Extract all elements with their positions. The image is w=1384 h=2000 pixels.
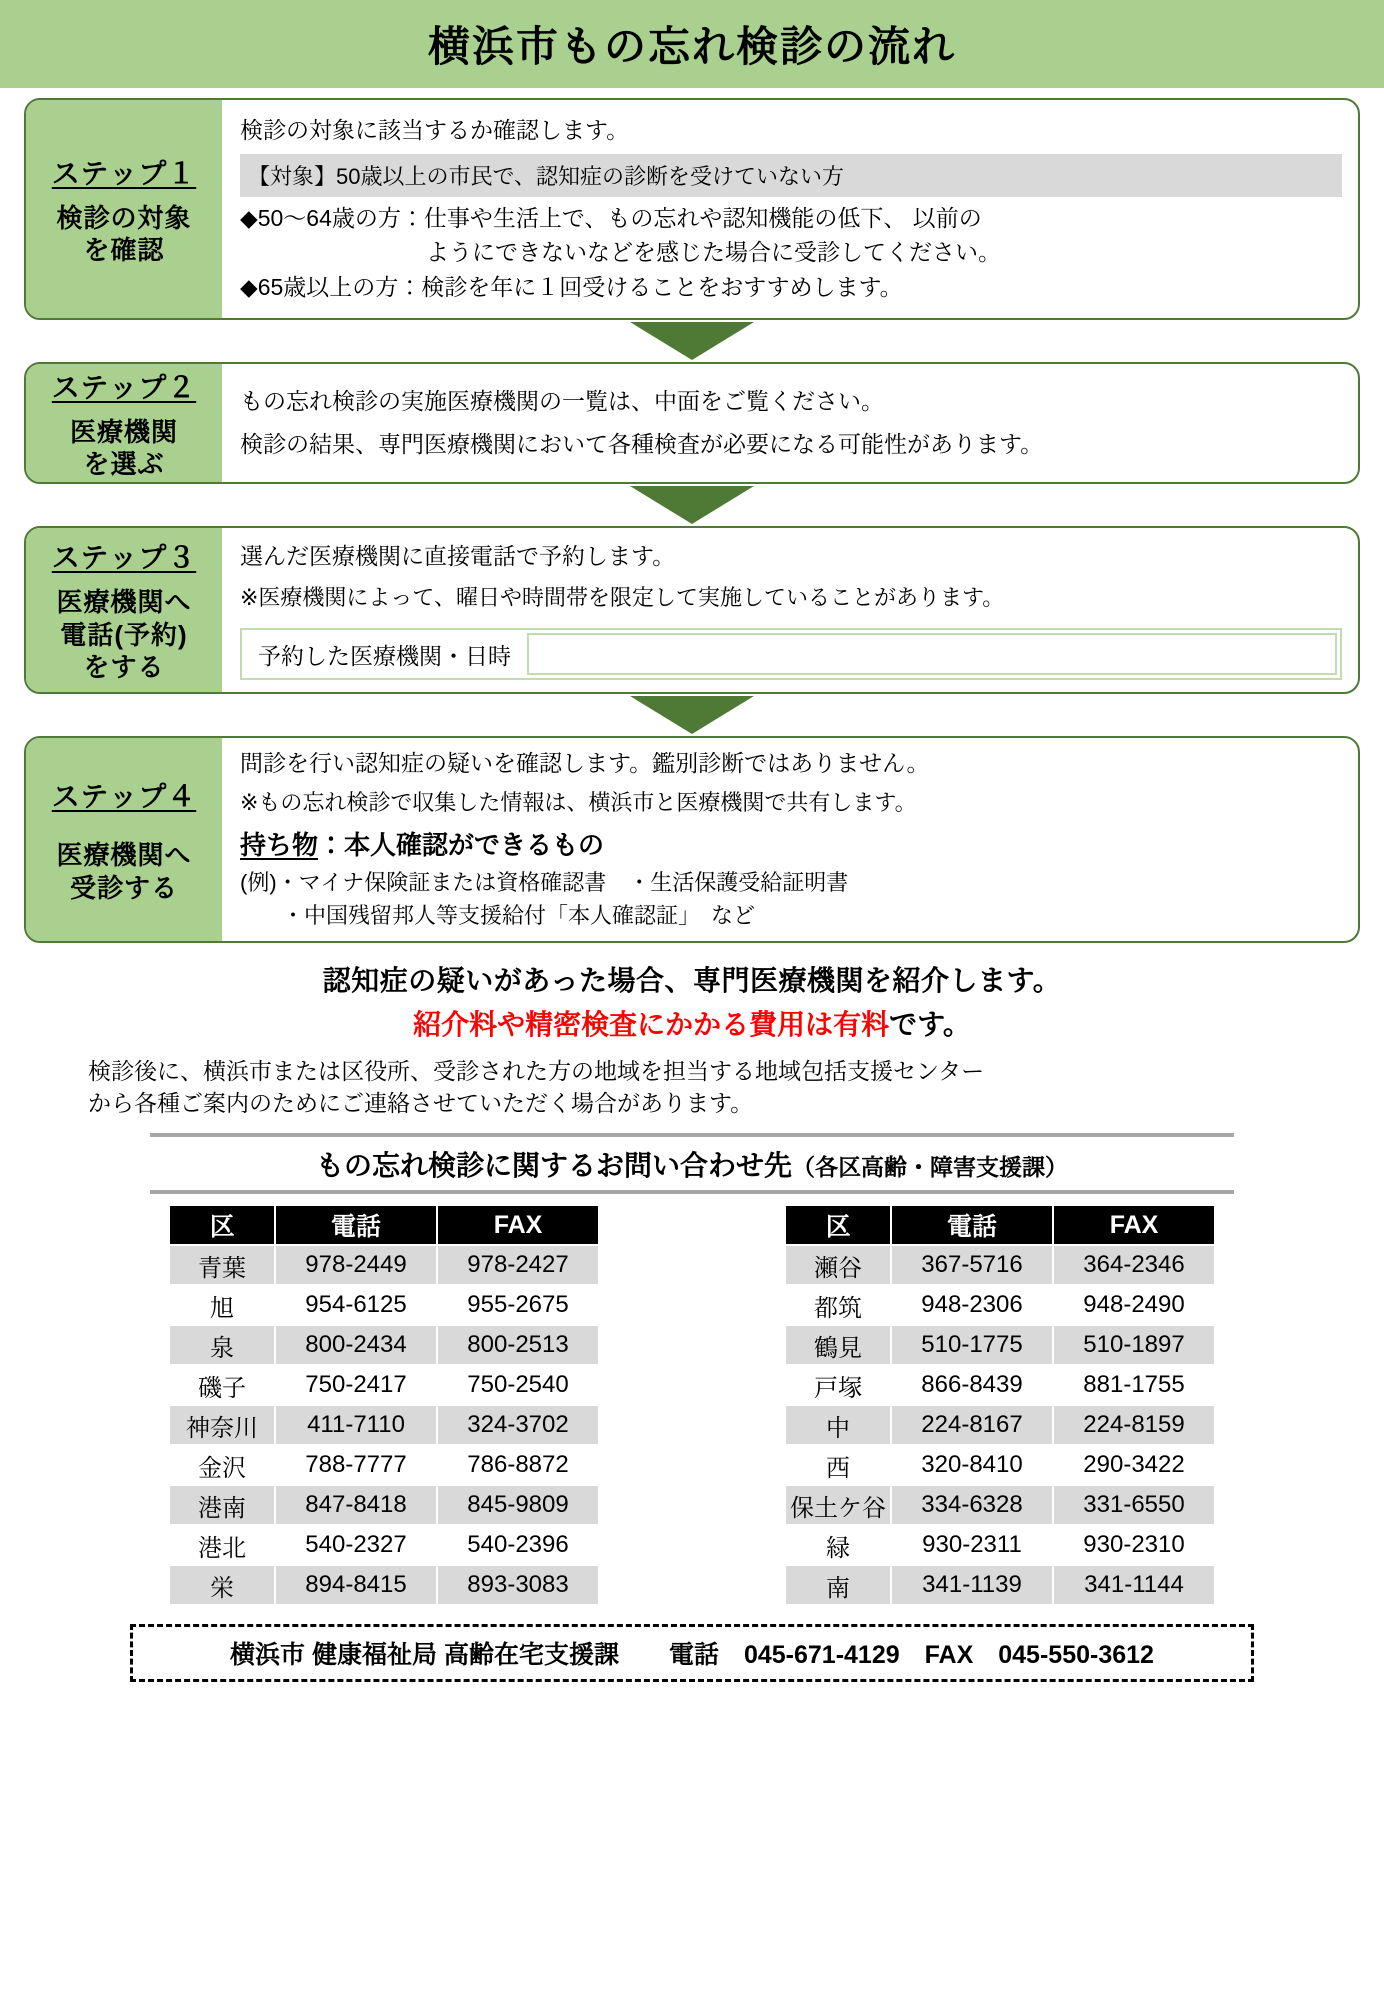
table-header-row — [786, 1206, 1214, 1244]
cell-ward: 保土ケ谷 — [786, 1486, 890, 1524]
referral-notice — [0, 959, 1384, 1043]
ward-table-right — [784, 1204, 1216, 1606]
cell-tel: 930-2311 — [892, 1526, 1052, 1564]
header-tel: 電話 — [892, 1206, 1052, 1244]
step-2-number: ステップ２ — [51, 371, 197, 403]
step-2 — [24, 362, 1360, 484]
table-row — [786, 1366, 1214, 1404]
step-1-subtitle — [56, 202, 191, 267]
cell-fax: 930-2310 — [1054, 1526, 1214, 1564]
step-4-subtitle-line2: 受診する — [69, 872, 178, 903]
cell-fax: 364-2346 — [1054, 1246, 1214, 1284]
contact-rule-bottom — [150, 1190, 1234, 1194]
step-4-belongings — [240, 825, 1342, 862]
cell-tel: 510-1775 — [892, 1326, 1052, 1364]
table-row — [786, 1406, 1214, 1444]
step-1 — [24, 98, 1360, 320]
cell-ward: 鶴見 — [786, 1326, 890, 1364]
cell-fax: 540-2396 — [438, 1526, 598, 1564]
cell-ward: 金沢 — [170, 1446, 274, 1484]
cell-ward: 磯子 — [170, 1366, 274, 1404]
contact-heading-sub: （各区高齢・障害支援課） — [792, 1154, 1068, 1181]
table-row — [170, 1406, 598, 1444]
postscript-line-2: から各種ご案内のためにご連絡させていただく場合があります。 — [88, 1090, 754, 1117]
arrow-down-icon — [630, 486, 754, 524]
table-row — [170, 1326, 598, 1364]
table-row — [786, 1246, 1214, 1284]
cell-fax: 224-8159 — [1054, 1406, 1214, 1444]
step-1-bullet-2: ◆65歳以上の方：検診を年に１回受けることをおすすめします。 — [240, 273, 903, 300]
header-ward: 区 — [170, 1206, 274, 1244]
cell-fax: 955-2675 — [438, 1286, 598, 1324]
step-4-subtitle — [56, 839, 191, 904]
header-ward: 区 — [786, 1206, 890, 1244]
step-3-subtitle-line2: 電話(予約) — [60, 619, 188, 650]
cell-fax: 290-3422 — [1054, 1446, 1214, 1484]
cell-ward: 港北 — [170, 1526, 274, 1564]
referral-fee-warning: 紹介料や精密検査にかかる費用は有料 — [413, 1009, 890, 1040]
step-2-body — [222, 364, 1358, 482]
contact-heading — [150, 1137, 1234, 1190]
arrow-gap-2-3 — [24, 484, 1360, 526]
cell-fax: 881-1755 — [1054, 1366, 1214, 1404]
header-fax: FAX — [438, 1206, 598, 1244]
table-row — [786, 1326, 1214, 1364]
footer-box — [130, 1624, 1254, 1682]
cell-ward: 西 — [786, 1446, 890, 1484]
cell-tel: 894-8415 — [276, 1566, 436, 1604]
cell-ward: 神奈川 — [170, 1406, 274, 1444]
cell-fax: 786-8872 — [438, 1446, 598, 1484]
contact-heading-main: もの忘れ検診に関するお問い合わせ先 — [315, 1150, 792, 1182]
step-1-bullet-1: ◆50～64歳の方：仕事や生活上で、もの忘れや認知機能の低下、 以前の — [240, 204, 982, 231]
step-3-label — [26, 528, 222, 692]
cell-ward: 青葉 — [170, 1246, 274, 1284]
step-2-subtitle — [70, 416, 178, 481]
cell-tel: 948-2306 — [892, 1286, 1052, 1324]
step-3-body — [222, 528, 1358, 692]
arrow-down-icon — [630, 696, 754, 734]
step-4-example-2: ・中国残留邦人等支援給付「本人確認証」 など — [282, 903, 756, 929]
referral-fee-tail: です。 — [889, 1009, 971, 1040]
contact-tables — [150, 1204, 1234, 1606]
step-3 — [24, 526, 1360, 694]
arrow-gap-1-2 — [24, 320, 1360, 362]
table-row — [170, 1366, 598, 1404]
contact-section — [150, 1133, 1234, 1606]
table-row — [170, 1246, 598, 1284]
cell-tel: 788-7777 — [276, 1446, 436, 1484]
page-title-banner — [0, 0, 1384, 88]
cell-ward: 南 — [786, 1566, 890, 1604]
cell-tel: 540-2327 — [276, 1526, 436, 1564]
postscript-line-1: 検診後に、横浜市または区役所、受診された方の地域を担当する地域包括支援センター — [88, 1058, 985, 1084]
cell-tel: 334-6328 — [892, 1486, 1052, 1524]
referral-notice-line-1: 認知症の疑いがあった場合、専門医療機関を紹介します。 — [322, 965, 1062, 996]
cell-ward: 泉 — [170, 1326, 274, 1364]
step-1-target-highlight: 【対象】50歳以上の市民で、認知症の診断を受けていない方 — [240, 154, 1342, 197]
cell-fax: 331-6550 — [1054, 1486, 1214, 1524]
cell-tel: 411-7110 — [276, 1406, 436, 1444]
cell-tel: 800-2434 — [276, 1326, 436, 1364]
table-row — [170, 1286, 598, 1324]
step-4-line-2: ※もの忘れ検診で収集した情報は、横浜市と医療機関で共有します。 — [240, 790, 917, 816]
step-3-subtitle-line3: をする — [83, 652, 165, 683]
cell-fax: 510-1897 — [1054, 1326, 1214, 1364]
cell-fax: 978-2427 — [438, 1246, 598, 1284]
cell-fax: 948-2490 — [1054, 1286, 1214, 1324]
reservation-label: 予約した医療機関・日時 — [258, 642, 511, 669]
table-row — [170, 1486, 598, 1524]
footer-contact-text: 横浜市 健康福祉局 高齢在宅支援課 電話 045-671-4129 FAX 045-550-3612 — [230, 1641, 1154, 1670]
ward-table-left — [168, 1204, 600, 1606]
ward-table-right-body — [786, 1246, 1214, 1604]
reservation-row — [240, 628, 1342, 680]
step-2-line-2: 検診の結果、専門医療機関において各種検査が必要になる可能性があります。 — [240, 431, 1044, 457]
cell-fax: 845-9809 — [438, 1486, 598, 1524]
cell-tel: 847-8418 — [276, 1486, 436, 1524]
header-tel: 電話 — [276, 1206, 436, 1244]
cell-ward: 中 — [786, 1406, 890, 1444]
flow-container — [0, 98, 1384, 943]
table-row — [786, 1526, 1214, 1564]
step-3-number: ステップ３ — [51, 542, 197, 574]
step-3-line-1: 選んだ医療機関に直接電話で予約します。 — [240, 543, 676, 569]
cell-fax: 893-3083 — [438, 1566, 598, 1604]
step-2-label — [26, 364, 222, 482]
step-4-line-1: 問診を行い認知症の疑いを確認します。鑑別診断ではありません。 — [240, 749, 930, 776]
belongings-value: ：本人確認ができるもの — [318, 830, 605, 861]
step-4-label — [26, 738, 222, 941]
cell-ward: 緑 — [786, 1526, 890, 1564]
table-header-row — [170, 1206, 598, 1244]
cell-tel: 750-2417 — [276, 1366, 436, 1404]
step-1-intro: 検診の対象に該当するか確認します。 — [240, 116, 630, 143]
arrow-gap-3-4 — [24, 694, 1360, 736]
table-row — [786, 1486, 1214, 1524]
cell-ward: 戸塚 — [786, 1366, 890, 1404]
postscript — [88, 1055, 1384, 1119]
step-2-subtitle-line2: を選ぶ — [83, 449, 165, 479]
page-title: 横浜市もの忘れ検診の流れ — [427, 23, 956, 70]
cell-tel: 341-1139 — [892, 1566, 1052, 1604]
step-1-body — [222, 100, 1358, 318]
cell-ward: 都筑 — [786, 1286, 890, 1324]
step-3-subtitle-line1: 医療機関へ — [56, 587, 192, 618]
table-row — [786, 1286, 1214, 1324]
header-fax: FAX — [1054, 1206, 1214, 1244]
table-row — [170, 1566, 598, 1604]
cell-fax: 324-3702 — [438, 1406, 598, 1444]
step-4-number: ステップ４ — [51, 781, 197, 812]
cell-ward: 旭 — [170, 1286, 274, 1324]
table-row — [786, 1566, 1214, 1604]
belongings-label: 持ち物 — [240, 830, 319, 861]
step-1-subtitle-line1: 検診の対象 — [56, 202, 192, 233]
cell-tel: 320-8410 — [892, 1446, 1052, 1484]
step-3-subtitle — [56, 586, 191, 684]
cell-tel: 224-8167 — [892, 1406, 1052, 1444]
cell-ward: 港南 — [170, 1486, 274, 1524]
cell-tel: 978-2449 — [276, 1246, 436, 1284]
step-4 — [24, 736, 1360, 943]
step-2-line-1: もの忘れ検診の実施医療機関の一覧は、中面をご覧ください。 — [240, 387, 884, 414]
step-1-label — [26, 100, 222, 318]
table-row — [786, 1446, 1214, 1484]
step-1-subtitle-line2: を確認 — [83, 235, 165, 265]
cell-tel: 866-8439 — [892, 1366, 1052, 1404]
ward-table-left-body — [170, 1246, 598, 1604]
step-2-subtitle-line1: 医療機関 — [69, 416, 178, 447]
table-row — [170, 1526, 598, 1564]
step-1-bullet-1-cont: ようにできないなどを感じた場合に受診してください。 — [426, 239, 1001, 266]
step-4-subtitle-line1: 医療機関へ — [56, 840, 192, 870]
cell-tel: 954-6125 — [276, 1286, 436, 1324]
cell-fax: 800-2513 — [438, 1326, 598, 1364]
table-row — [170, 1446, 598, 1484]
step-1-number: ステップ１ — [51, 157, 197, 189]
cell-fax: 341-1144 — [1054, 1566, 1214, 1604]
cell-ward: 栄 — [170, 1566, 274, 1604]
cell-tel: 367-5716 — [892, 1246, 1052, 1284]
arrow-down-icon — [630, 322, 754, 360]
reservation-input[interactable] — [527, 633, 1337, 675]
cell-ward: 瀬谷 — [786, 1246, 890, 1284]
step-4-body — [222, 738, 1358, 941]
step-4-example-1: (例)・マイナ保険証または資格確認書 ・生活保護受給証明書 — [240, 870, 849, 896]
referral-notice-line-2 — [0, 1003, 1384, 1043]
cell-fax: 750-2540 — [438, 1366, 598, 1404]
step-3-line-2: ※医療機関によって、曜日や時間帯を限定して実施していることがあります。 — [240, 585, 1005, 611]
